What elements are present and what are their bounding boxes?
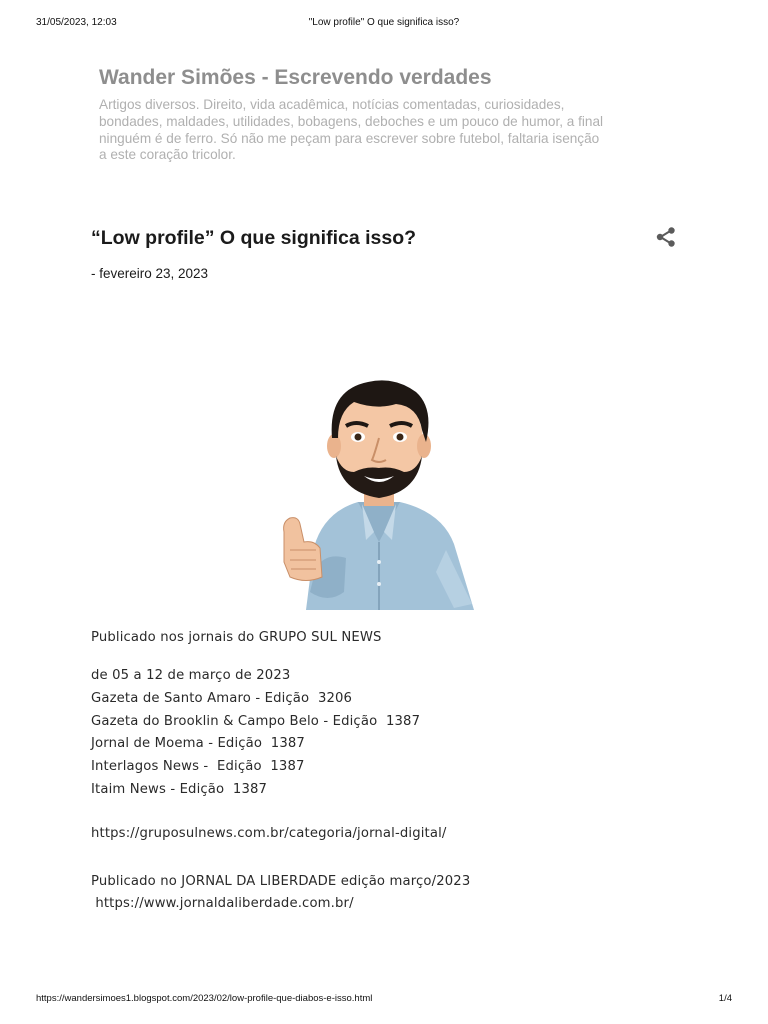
blog-description-line: bondades, maldades, utilidades, bobagens, deboches e um pouco de humor, a final (99, 113, 604, 129)
blog-description-line: Artigos diversos. Direito, vida acadêmica, notícias comentadas, curiosidades, (99, 97, 565, 112)
print-document-title: "Low profile" O que significa isso? (308, 17, 460, 28)
share-icon-graphic (655, 226, 677, 248)
print-datetime: 31/05/2023, 12:03 (36, 17, 117, 28)
caricature-thumbs-up-icon (276, 372, 482, 610)
print-page-number: 1/4 (718, 993, 732, 1004)
post-title[interactable]: “Low profile” O que significa isso? (91, 227, 417, 249)
print-header (36, 17, 732, 31)
blog-header (99, 64, 639, 164)
edition-line: Interlagos News - Edição 1387 (91, 759, 305, 775)
post-date[interactable]: - fevereiro 23, 2023 (91, 266, 209, 281)
print-page-url: https://wandersimoes1.blogspot.com/2023/02/low-profile-que-diabos-e-isso.html (36, 993, 373, 1004)
blog-description-line: a este coração tricolor. (99, 147, 236, 163)
edition-line: Itaim News - Edição 1387 (91, 781, 268, 797)
published-intro-block (91, 629, 691, 647)
edition-line: de 05 a 12 de março de 2023 (91, 668, 291, 683)
editions-list (91, 665, 691, 802)
edition-line: Jornal de Moema - Edição 1387 (91, 736, 305, 752)
liberdade-block (91, 871, 691, 914)
blog-title[interactable]: Wander Simões - Escrevendo verdades (99, 66, 492, 89)
sulnews-link[interactable]: https://gruposulnews.com.br/categoria/jornal-digital/ (91, 826, 447, 841)
share-icon[interactable] (655, 226, 677, 248)
caricature-thumbs-up-image (276, 372, 482, 610)
liberdade-published-text: Publicado no JORNAL DA LIBERDADE edição março/2023 (91, 874, 471, 889)
blog-description (99, 97, 639, 164)
sulnews-link-block (91, 825, 691, 843)
liberdade-link[interactable]: https://www.jornaldaliberdade.com.br/ (91, 895, 354, 911)
print-footer (36, 993, 732, 1007)
published-intro-text: Publicado nos jornais do GRUPO SUL NEWS (91, 630, 382, 645)
blog-description-line: ninguém é de ferro. Só não me peçam para escrever sobre futebol, faltaria isenção (99, 130, 600, 146)
edition-line: Gazeta de Santo Amaro - Edição 3206 (91, 690, 353, 706)
edition-line: Gazeta do Brooklin & Campo Belo - Edição 1387 (91, 713, 421, 729)
